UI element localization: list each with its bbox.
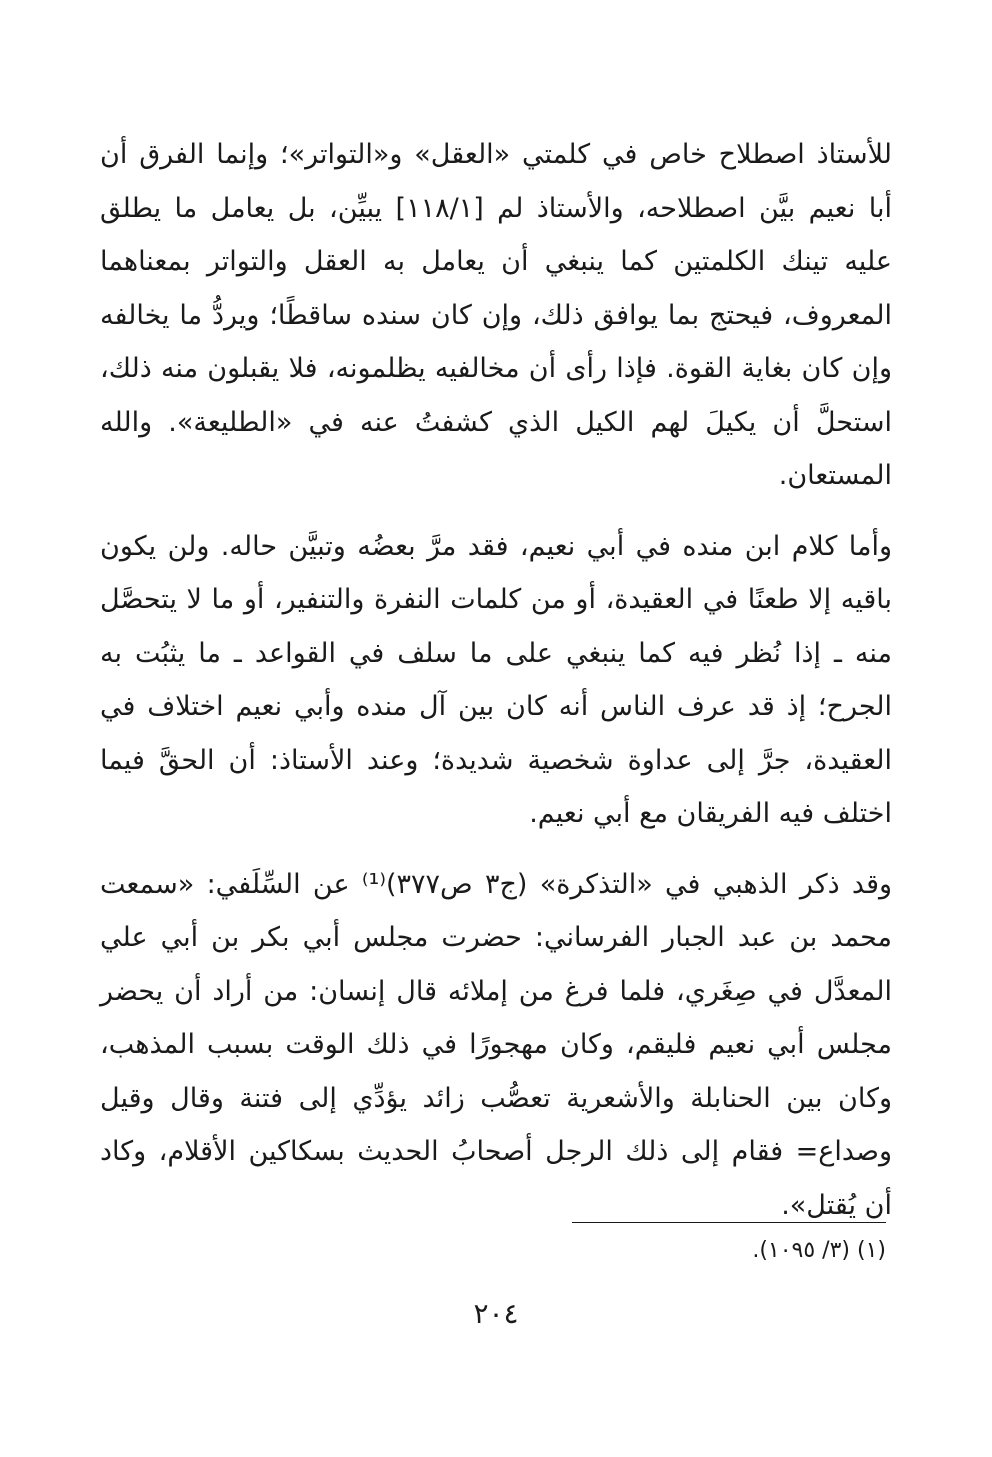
paragraph-1: للأستاذ اصطلاح خاص في كلمتي «العقل» و«التواتر»؛ وإنما الفرق أن أبا نعيم بيَّن اصطلاحه، والأستاذ لم [١١٨/١] يبيِّن، بل يعامل ما يطلق عليه تينك الكلمتين كما ينبغي أن يعامل به العقل والتواتر بمعناهما المعروف، فيحتج بما يوافق ذلك، وإن كان سنده ساقطًا؛ ويردُّ ما يخالفه وإن كان بغاية القوة. فإذا رأى أن مخالفيه يظلمونه، فلا يقبلون منه ذلك، استحلَّ أن يكيلَ لهم الكيل الذي كشفتُ عنه في «الطليعة». والله المستعان. [100,139,892,491]
footnote-divider [572,1222,886,1223]
paragraph-3: وقد ذكر الذهبي في «التذكرة» (ج٣ ص٣٧٧)⁽¹⁾ عن السِّلَفي: «سمعت محمد بن عبد الجبار الفرساني: حضرت مجلس أبي بكر بن أبي علي المعدَّل في صِغَري، فلما فرغ من إملائه قال إنسان: من أراد أن يحضر مجلس أبي نعيم فليقم، وكان مهجورًا في ذلك الوقت بسبب المذهب، وكان بين الحنابلة والأشعرية تعصُّب زائد يؤدِّي إلى فتنة وقال وقيل وصداع= فقام إلى ذلك الرجل أصحابُ الحديث بسكاكين الأقلام، وكاد أن يُقتل». [100,868,893,1221]
main-text [100,128,892,1232]
paragraph-2: وأما كلام ابن منده في أبي نعيم، فقد مرَّ بعضُه وتبيَّن حاله. ولن يكون باقيه إلا طعنًا في العقيدة، أو من كلمات النفرة والتنفير، أو ما لا يتحصَّل منه ـ إذا نُظر فيه كما ينبغي على ما سلف في القواعد ـ ما يثبُت به الجرح؛ إذ قد عرف الناس أنه كان بين آل منده وأبي نعيم اختلاف في العقيدة، جرَّ إلى عداوة شخصية شديدة؛ وعند الأستاذ: أن الحقَّ فيما اختلف فيه الفريقان مع أبي نعيم. [100,530,892,829]
page-number: ٢٠٤ [473,1297,519,1330]
footnote: (١) (٣/ ١٠٩٥). [752,1238,886,1263]
